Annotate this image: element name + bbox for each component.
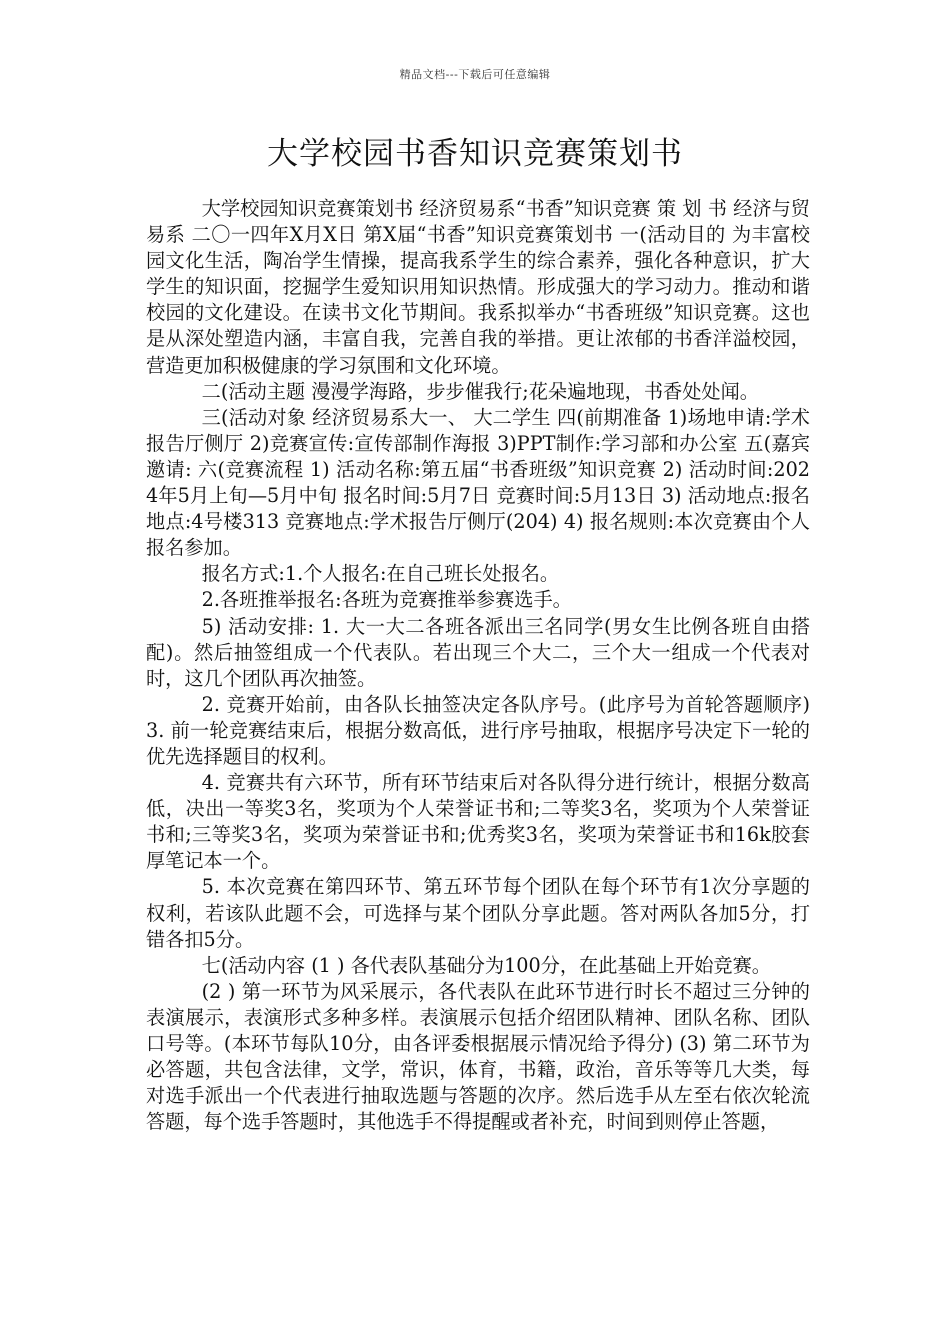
paragraph-9: 5. 本次竞赛在第四环节、第五环节每个团队在每个环节有1次分享题的权利，若该队此题不会，可选择与某个团队分享此题。答对两队各加5分，打错各扣5分。 [146,875,810,951]
paragraph-5: 2.各班推举报名:各班为竞赛推举参赛选手。 [201,588,572,612]
document-body [146,196,810,1135]
paragraph-6: 5) 活动安排: 1. 大一大二各班各派出三名同学(男女生比例各班自由搭配)。然后抽签组成一个代表队。若出现三个大二，三个大一组成一个代表对时，这几个团队再次抽签。 [146,614,810,690]
paragraph-8: 4. 竞赛共有六环节，所有环节结束后对各队得分进行统计，根据分数高低，决出一等奖3名，奖项为个人荣誉证书和;二等奖3名，奖项为个人荣誉证书和;三等奖3名，奖项为荣誉证书和;优秀奖3名，奖项为荣誉证书和16k胶套厚笔记本一个。 [146,771,810,873]
paragraph-11: (2 ) 第一环节为风采展示，各代表队在此环节进行时长不超过三分钟的表演展示，表演形式多种多样。表演展示包括介绍团队精神、团队名称、团队口号等。(本环节每队10分，由各评委根据展示情况给予得分) (3) 第二环节为必答题，共包含法律，文学，常识，体育，书籍，政治，音乐等等几大类，每对选手派出一个代表进行抽取选题与答题的次序。然后选手从左至右依次轮流答题，每个选手答题时，其他选手不得提醒或者补充，时间到则停止答题， [146,979,810,1134]
header-note: 精品文档---下载后可任意编辑 [399,68,551,81]
paragraph-2: 二(活动主题 漫漫学海路，步步催我行;花朵遍地现，书香处处闻。 [201,379,759,403]
document-title: 大学校园书香知识竞赛策划书 [267,136,683,172]
paragraph-4: 报名方式:1.个人报名:在自己班长处报名。 [201,562,560,586]
paragraph-7: 2. 竞赛开始前，由各队长抽签决定各队序号。(此序号为首轮答题顺序) 3. 前一轮竞赛结束后，根据分数高低，进行序号抽取，根据序号决定下一轮的优先选择题目的权利。 [146,692,810,768]
paragraph-3: 三(活动对象 经济贸易系大一、 大二学生 四(前期准备 1)场地申请:学术报告厅侧厅 2)竞赛宣传:宣传部制作海报 3)PPT制作:学习部和办公室 五(嘉宾邀请: 六(竞赛流程 1) 活动名称:第五届“书香班级”知识竞赛 2) 活动时间:2024年5月上旬—5月中旬 报名时间:5月7日 竞赛时间:5月13日 3) 活动地点:报名地点:4号楼313 竞赛地点:学术报告厅侧厅(204) 4) 报名规则:本次竞赛由个人报名参加。 [146,405,810,560]
paragraph-1: 大学校园知识竞赛策划书 经济贸易系“书香”知识竞赛 策 划 书 经济与贸易系 二〇一四年X月X日 第X届“书香”知识竞赛策划书 一(活动目的 为丰富校园文化生活，陶冶学生情操，提高我系学生的综合素养，强化各种意识，扩大学生的知识面，挖掘学生爱知识用知识热情。形成强大的学习动力。推动和谐校园的文化建设。在读书文化节期间。我系拟举办“书香班级”知识竞赛。这也是从深处塑造内涵，丰富自我，完善自我的举措。更让浓郁的书香洋溢校园，营造更加积极健康的学习氛围和文化环境。 [146,197,810,377]
paragraph-10: 七(活动内容 (1 ) 各代表队基础分为100分，在此基础上开始竞赛。 [201,953,771,977]
